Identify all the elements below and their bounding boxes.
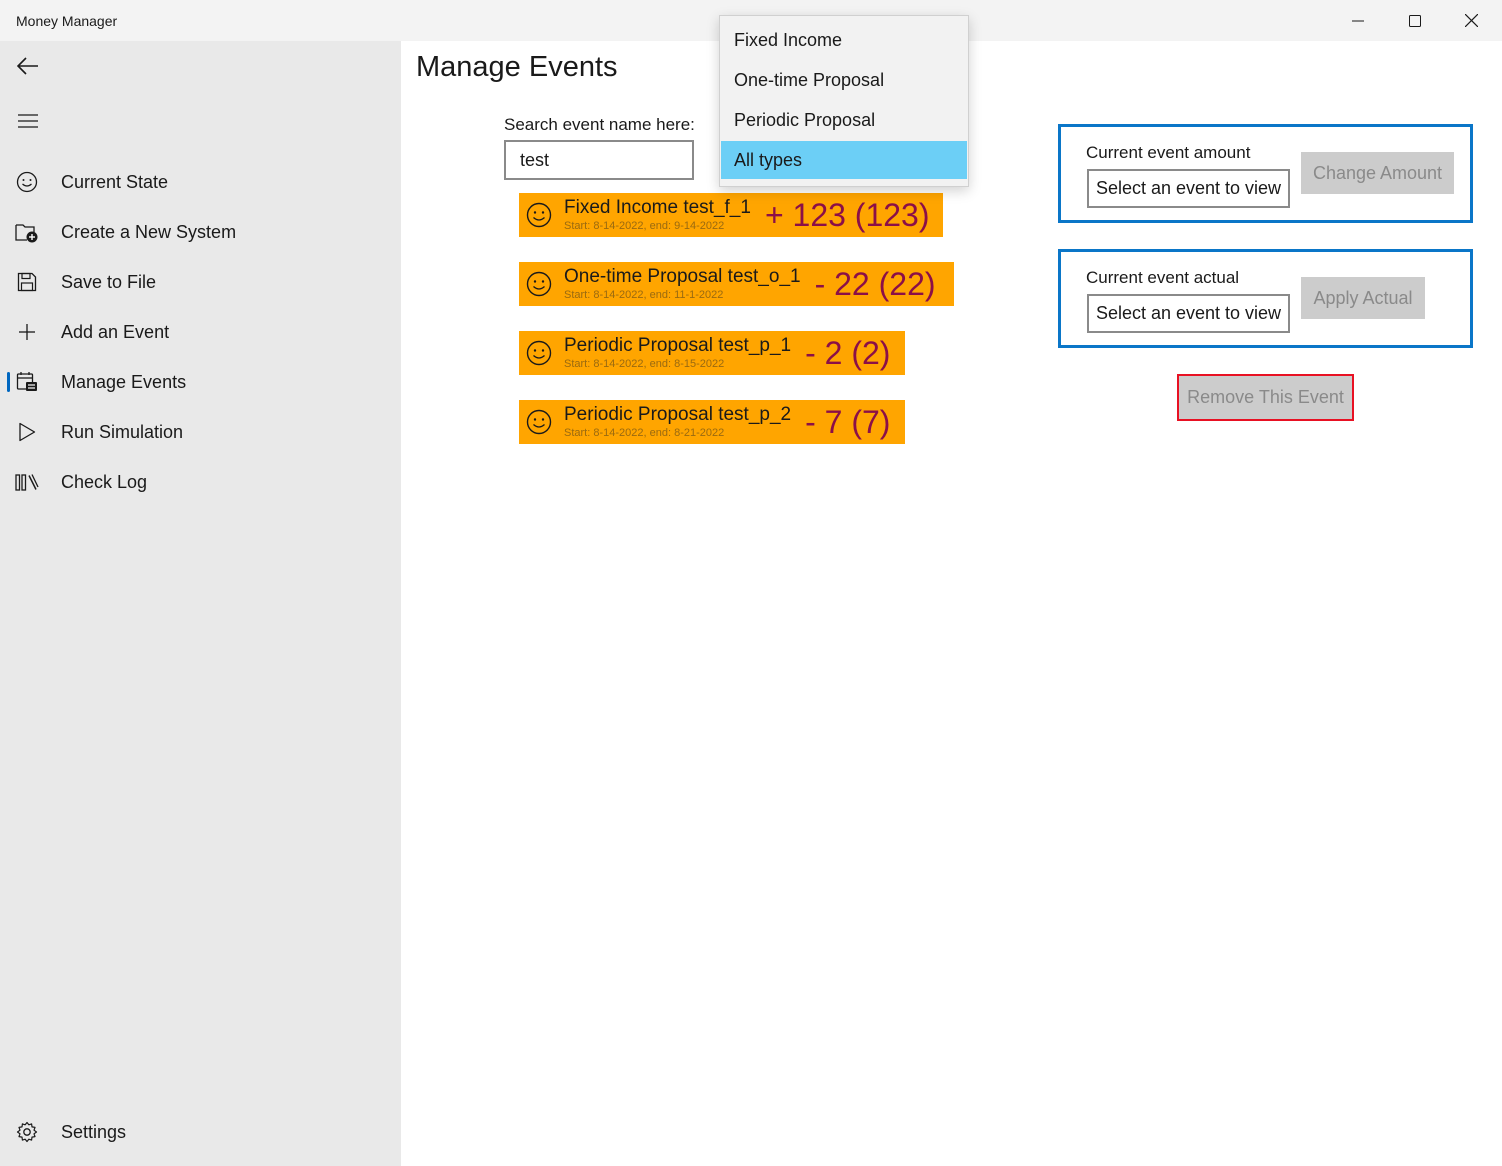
dropdown-option-all-types[interactable]: All types xyxy=(721,141,967,179)
main-content xyxy=(401,41,1502,1166)
back-arrow-icon xyxy=(17,57,39,75)
event-item-fixed-income[interactable] xyxy=(519,193,943,237)
smiley-icon xyxy=(519,262,559,306)
close-button[interactable] xyxy=(1443,0,1499,41)
sidebar-item-run-simulation[interactable] xyxy=(4,412,396,452)
amount-label: Current event amount xyxy=(1086,143,1251,162)
event-item-periodic-proposal-2[interactable] xyxy=(519,400,905,444)
sidebar-item-label: Settings xyxy=(61,1121,127,1142)
sidebar-item-label: Add an Event xyxy=(61,321,170,342)
event-name: Periodic Proposal test_p_1 xyxy=(564,335,792,356)
sidebar-item-label: Check Log xyxy=(61,471,148,492)
sidebar-item-settings[interactable] xyxy=(4,1112,396,1152)
smiley-icon xyxy=(519,331,559,375)
minimize-icon xyxy=(1352,15,1364,27)
hamburger-icon xyxy=(18,114,38,128)
event-amount-field[interactable]: Select an event to view xyxy=(1087,169,1290,208)
library-icon xyxy=(4,462,50,502)
event-item-one-time-proposal[interactable] xyxy=(519,262,954,306)
search-input[interactable] xyxy=(504,140,694,180)
event-dates: Start: 8-14-2022, end: 8-21-2022 xyxy=(564,427,725,439)
save-icon xyxy=(4,262,50,302)
back-button[interactable] xyxy=(8,46,48,86)
smiley-icon xyxy=(4,162,50,202)
sidebar-item-label: Current State xyxy=(61,171,169,192)
sidebar-item-current-state[interactable] xyxy=(4,162,396,202)
play-icon xyxy=(4,412,50,452)
plus-icon xyxy=(4,312,50,352)
event-amount: + 123 (123) xyxy=(764,196,930,233)
page-title: Manage Events xyxy=(416,51,618,83)
sidebar-item-create-new-system[interactable] xyxy=(4,212,396,252)
smiley-icon xyxy=(519,193,559,237)
hamburger-menu-button[interactable] xyxy=(8,101,48,141)
sidebar-item-check-log[interactable] xyxy=(4,462,396,502)
event-dates: Start: 8-14-2022, end: 8-15-2022 xyxy=(564,358,725,370)
event-amount: - 22 (22) xyxy=(814,265,936,302)
app-title: Money Manager xyxy=(16,13,118,29)
gear-icon xyxy=(4,1112,50,1152)
maximize-button[interactable] xyxy=(1387,0,1443,41)
event-type-dropdown[interactable] xyxy=(719,15,969,187)
apply-actual-button[interactable]: Apply Actual xyxy=(1301,277,1425,319)
smiley-icon xyxy=(519,400,559,444)
event-name: One-time Proposal test_o_1 xyxy=(564,266,801,287)
event-dates: Start: 8-14-2022, end: 11-1-2022 xyxy=(564,289,724,301)
sidebar-item-save-to-file[interactable] xyxy=(4,262,396,302)
sidebar-item-label: Manage Events xyxy=(61,371,187,392)
event-amount: - 7 (7) xyxy=(805,403,891,440)
sidebar-item-manage-events[interactable] xyxy=(4,362,396,402)
event-actual-panel xyxy=(1058,249,1473,348)
sidebar-item-add-event[interactable] xyxy=(4,312,396,352)
change-amount-button[interactable]: Change Amount xyxy=(1301,152,1454,194)
event-actual-field[interactable]: Select an event to view xyxy=(1087,294,1290,333)
event-dates: Start: 8-14-2022, end: 9-14-2022 xyxy=(564,220,725,232)
dropdown-option-fixed-income[interactable]: Fixed Income xyxy=(734,29,843,50)
event-name: Fixed Income test_f_1 xyxy=(564,197,751,218)
sidebar-item-label: Create a New System xyxy=(61,221,237,242)
dropdown-option-periodic-proposal[interactable]: Periodic Proposal xyxy=(734,109,876,130)
new-folder-icon xyxy=(4,212,50,252)
maximize-icon xyxy=(1409,15,1421,27)
event-amount: - 2 (2) xyxy=(805,334,891,371)
search-label: Search event name here: xyxy=(504,115,695,134)
event-amount-panel xyxy=(1058,124,1473,223)
navigation-pane xyxy=(0,41,401,1166)
minimize-button[interactable] xyxy=(1330,0,1386,41)
sidebar-item-label: Run Simulation xyxy=(61,421,184,442)
remove-event-button[interactable]: Remove This Event xyxy=(1177,374,1354,421)
event-name: Periodic Proposal test_p_2 xyxy=(564,404,792,425)
calendar-manage-icon xyxy=(4,362,50,402)
actual-label: Current event actual xyxy=(1086,268,1240,287)
dropdown-option-one-time-proposal[interactable]: One-time Proposal xyxy=(734,69,885,90)
sidebar-item-label: Save to File xyxy=(61,271,157,292)
close-icon xyxy=(1465,14,1478,27)
event-item-periodic-proposal-1[interactable] xyxy=(519,331,905,375)
